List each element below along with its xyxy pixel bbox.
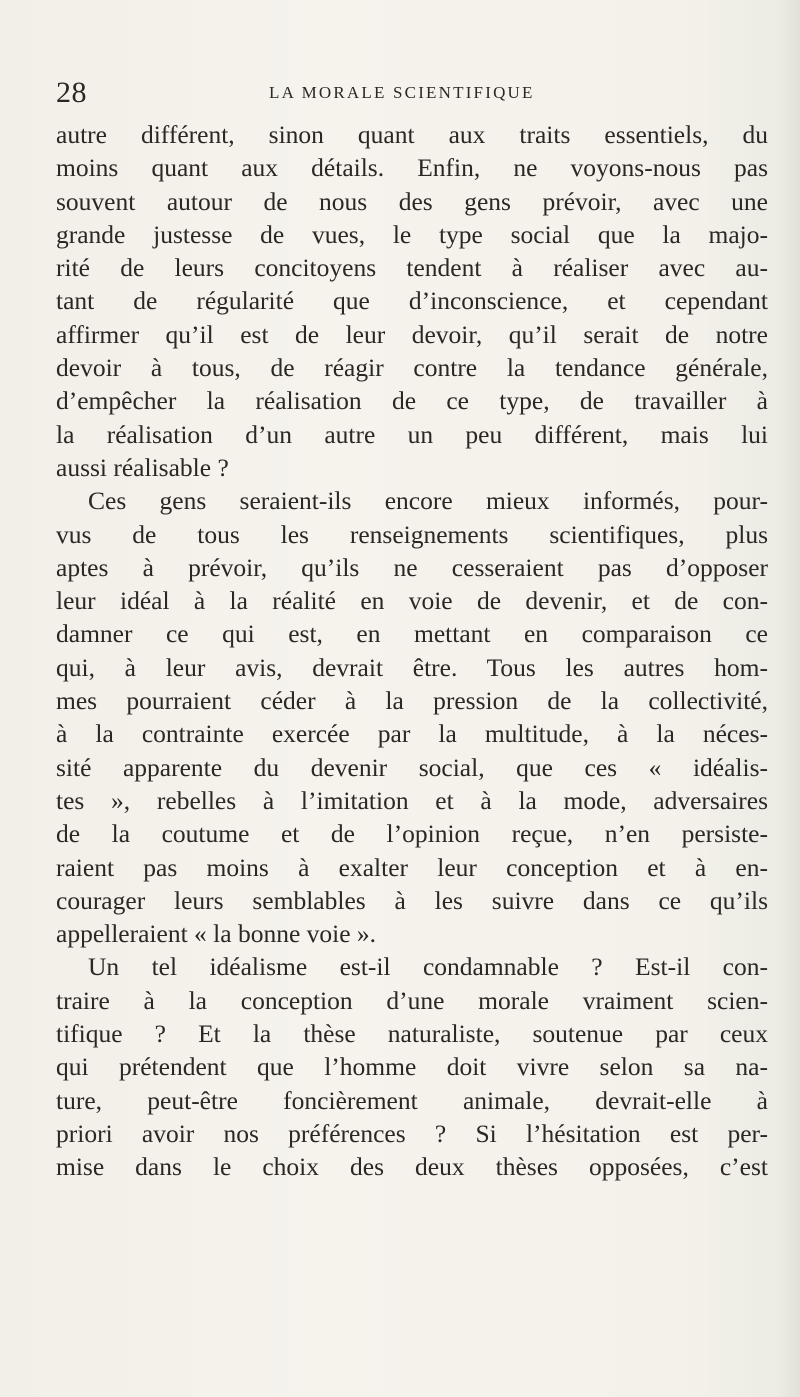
text-line: damner ce qui est, en mettant en comparaison ce [56,619,768,649]
text-line: mes pourraient céder à la pression de la collectivité, [56,686,768,716]
text-line: priori avoir nos préférences ? Si l’hésitation est per- [56,1118,768,1148]
text-line: à la contrainte exercée par la multitude, à la néces- [56,719,768,749]
text-line: d’empêcher la réalisation de ce type, de travailler à [56,386,768,416]
paragraph [56,484,768,950]
text-line: qui, à leur avis, devrait être. Tous les autres hom- [56,652,768,682]
paragraph [56,118,768,484]
text-line: grande justesse de vues, le type social que la majo- [56,219,768,249]
text-line: raient pas moins à exalter leur conception et à en- [56,852,768,882]
text-line: autre différent, sinon quant aux traits essentiels, du [56,120,768,149]
text-line: courager leurs semblables à les suivre dans ce qu’ils [56,885,768,915]
body-text [56,118,768,1184]
text-line: appelleraient « la bonne voie ». [56,919,377,949]
text-line: devoir à tous, de réagir contre la tendance générale, [56,353,768,383]
text-line: leur idéal à la réalité en voie de devenir, et de con- [56,586,768,616]
text-line: tant de régularité que d’inconscience, et cependant [56,286,768,316]
page-number: 28 [56,76,87,109]
page-header [56,76,756,116]
running-head: LA MORALE SCIENTIFIQUE [269,83,535,102]
text-line: ture, peut-être foncièrement animale, devrait-elle à [56,1085,768,1115]
text-line: qui prétendent que l’homme doit vivre selon sa na- [56,1052,768,1082]
text-line: la réalisation d’un autre un peu différent, mais lui [56,419,768,449]
text-line: souvent autour de nous des gens prévoir, avec une [56,186,768,216]
text-line: affirmer qu’il est de leur devoir, qu’il serait de notre [56,319,768,349]
text-line: vus de tous les renseignements scientifiques, plus [56,519,768,549]
text-line: moins quant aux détails. Enfin, ne voyons-nous pas [56,153,768,183]
text-line: de la coutume et de l’opinion reçue, n’en persiste- [56,819,768,849]
text-line: rité de leurs concitoyens tendent à réaliser avec au- [56,253,768,283]
text-line: Un tel idéalisme est-il condamnable ? Est-il con- [88,952,768,982]
paragraph [56,950,768,1183]
text-line: sité apparente du devenir social, que ces « idéalis- [56,752,768,782]
text-line: tes », rebelles à l’imitation et à la mode, adversaires [56,785,768,815]
text-line: Ces gens seraient-ils encore mieux informés, pour- [88,486,768,516]
page-edge-shadow [778,0,800,1397]
text-line: mise dans le choix des deux thèses opposées, c’est [56,1152,768,1182]
text-line: tifique ? Et la thèse naturaliste, soutenue par ceux [56,1019,768,1049]
text-line: traire à la conception d’une morale vraiment scien- [56,985,768,1015]
text-line: aptes à prévoir, qu’ils ne cesseraient pas d’opposer [56,552,768,582]
text-line: aussi réalisable ? [56,452,229,482]
